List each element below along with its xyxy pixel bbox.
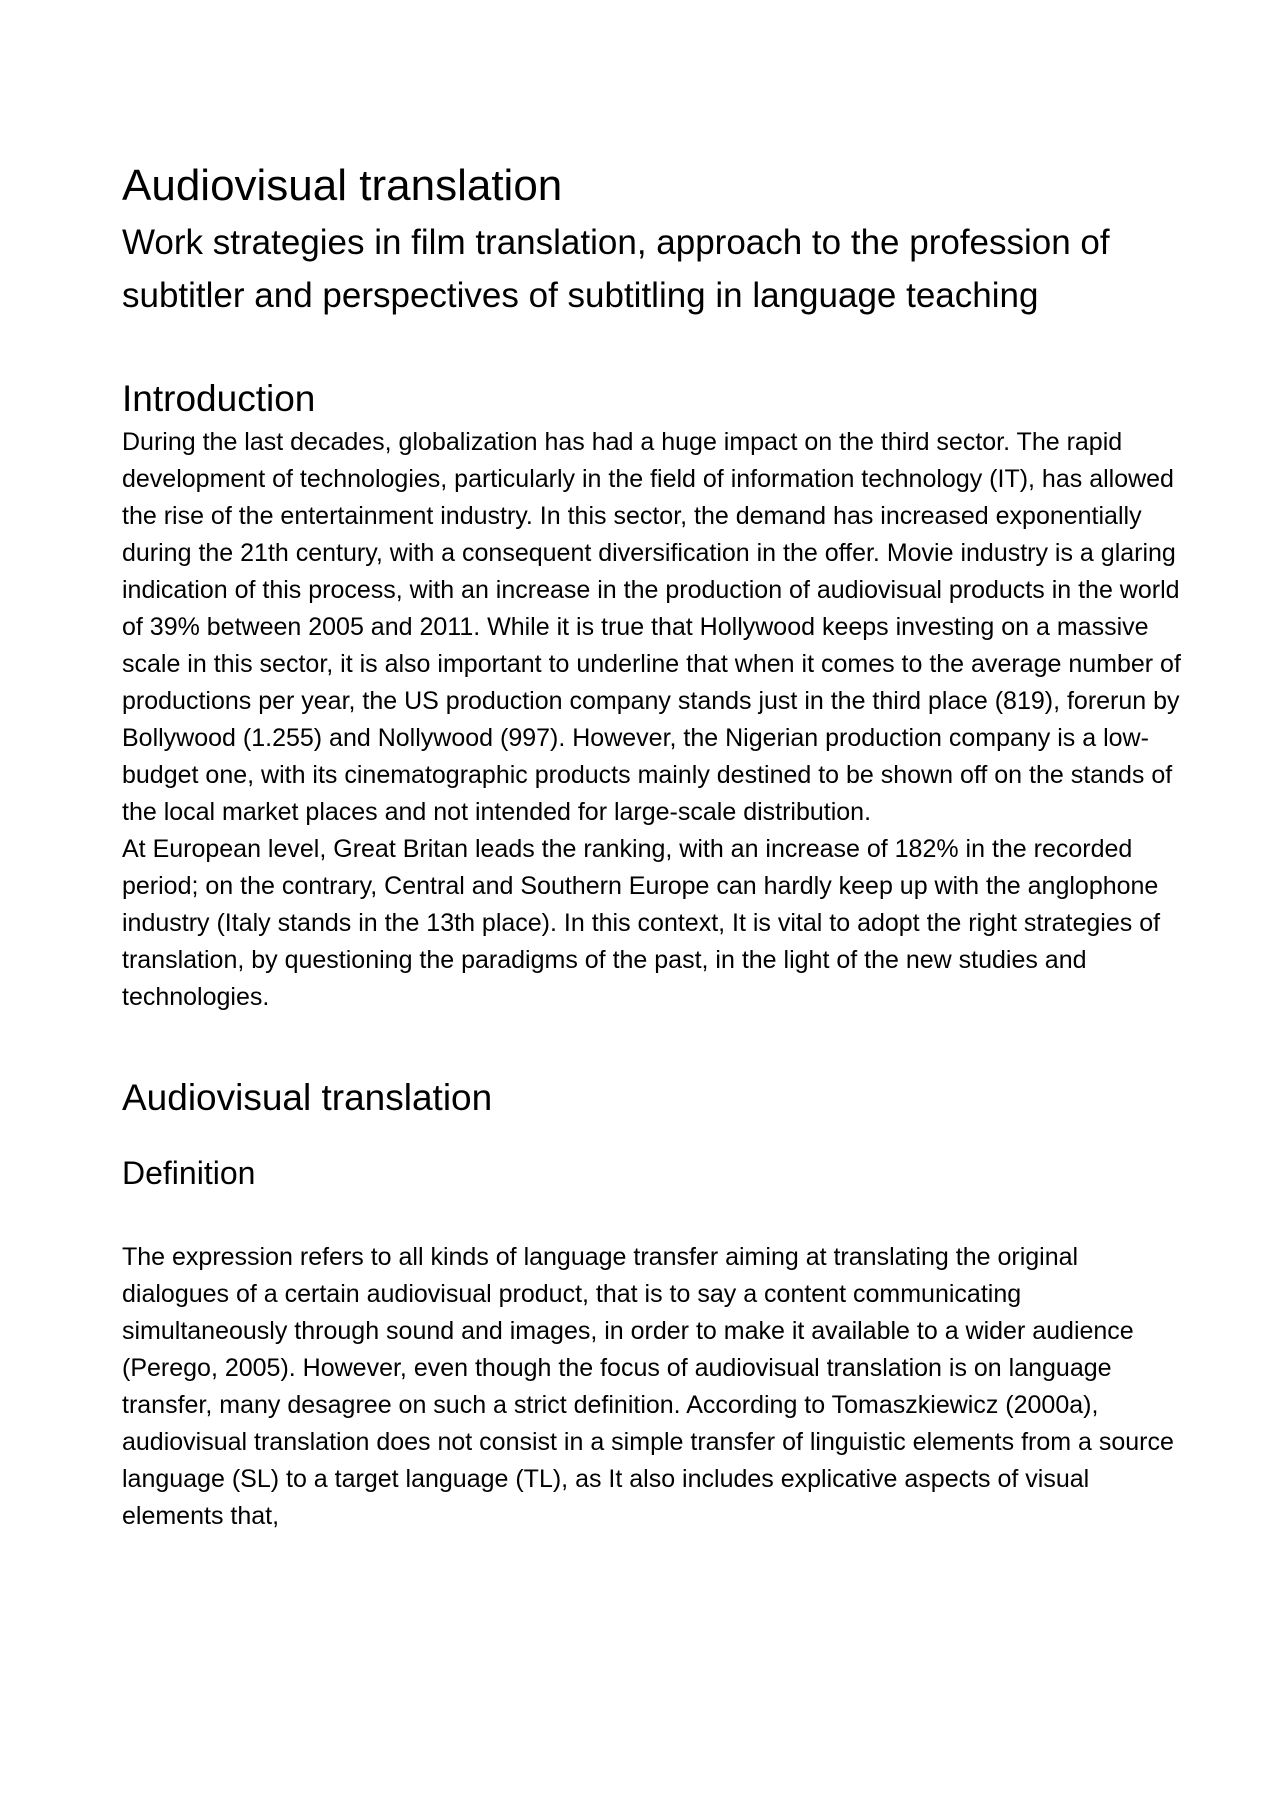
definition-heading: Definition bbox=[122, 1155, 256, 1191]
document-title: Audiovisual translation bbox=[122, 161, 563, 210]
introduction-paragraph-1: During the last decades, globalization has had a huge impact on the third sector. The rapid development of technologies, particularly in the field of information technology (IT), has allowed the rise of the entertainment industry. In this sector, the demand has increased exponentially during the 21th century, with a consequent diversification in the offer. Movie industry is a glaring indication of this process, with an increase in the production of audiovisual products in the world of 39% between 2005 and 2011. While it is true that Hollywood keeps investing on a massive scale in this sector, it is also important to underline that when it comes to the average number of productions per year, the US production company stands just in the third place (819), forerun by Bollywood (1.255) and Nollywood (997). However, the Nigerian production company is a low-budget one, with its cinematographic products mainly destined to be shown off on the stands of the local market places and not intended for large-scale distribution. bbox=[122, 428, 1181, 826]
audiovisual-translation-heading: Audiovisual translation bbox=[122, 1077, 493, 1118]
introduction-paragraph-2: At European level, Great Britan leads the ranking, with an increase of 182% in the recorded period; on the contrary, Central and Southern Europe can hardly keep up with the anglophone industry (Italy stands in the 13th place). In this context, It is vital to adopt the right strategies of translation, by questioning the paradigms of the past, in the light of the new studies and technologies. bbox=[122, 835, 1161, 1011]
document-subtitle: Work strategies in film translation, approach to the profession of subtitler and perspectives of subtitling in language teaching bbox=[122, 223, 1110, 315]
document-page bbox=[122, 156, 1182, 1535]
definition-paragraph: The expression refers to all kinds of language transfer aiming at translating the original dialogues of a certain audiovisual product, that is to say a content communicating simultaneously through sound and images, in order to make it available to a wider audience (Perego, 2005). However, even though the focus of audiovisual translation is on language transfer, many desagree on such a strict definition. According to Tomaszkiewicz (2000a), audiovisual translation does not consist in a simple transfer of linguistic elements from a source language (SL) to a target language (TL), as It also includes explicative aspects of visual elements that, bbox=[122, 1243, 1174, 1530]
introduction-heading: Introduction bbox=[122, 378, 316, 419]
